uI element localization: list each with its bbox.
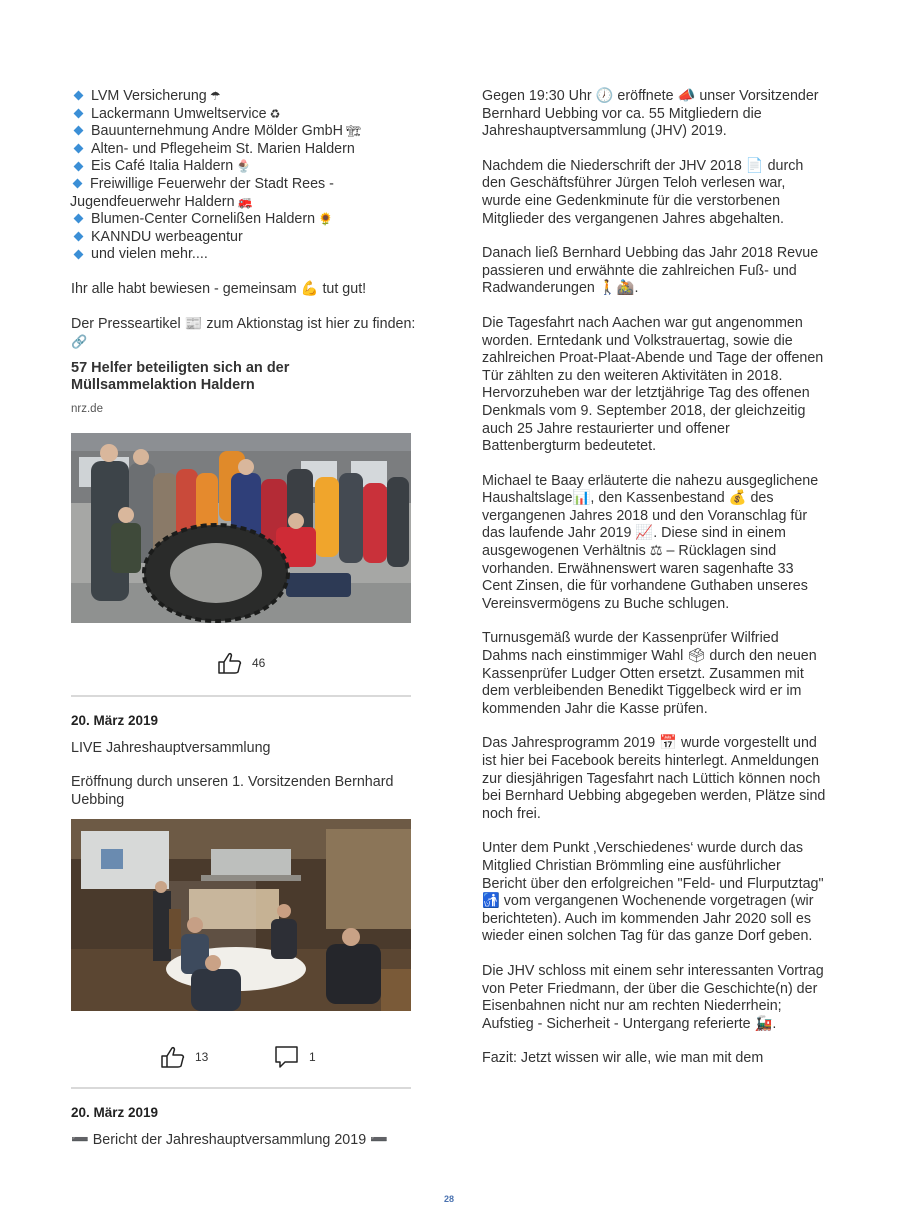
thumbs-up-icon bbox=[217, 651, 243, 675]
report-paragraph: Unter dem Punkt ‚Verschiedenes‘ wurde durch das Mitglied Christian Brömmling eine ausführlicher Bericht über den erfolgreichen "Feld- und Flurputztag" 🚮 vom vergangenen Wochenende vorgetragen (wir berichteten). Auch im kommenden Jahr 2020 soll es wieder einen solchen Tag für das ganze Dorf geben. bbox=[482, 840, 824, 945]
report-paragraph: Michael te Baay erläuterte die nahezu ausgeglichene Haushaltslage📊, den Kassenbestand 💰 des vergangenen Jahres 2018 und den Voranschlag für das laufende Jahr 2019 📈. Diese sind in einem ausgewogenen Verhältnis ⚖ – Rücklagen sind vorhanden. Erwähnenswert waren sagenhafte 33 Cent Zinsen, die für vorhandene Guthaben unseres Vereinsvermögens zu Buche schlugen. bbox=[482, 472, 819, 612]
like-count: 13 bbox=[195, 1049, 209, 1064]
post-text: Eröffnung durch unseren 1. Vorsitzenden Bernhard Uebbing bbox=[71, 774, 394, 808]
sponsor-item: Alten- und Pflegeheim St. Marien Haldern bbox=[71, 141, 416, 159]
meeting-image bbox=[71, 819, 411, 1011]
diamond-bullet-icon bbox=[74, 232, 84, 242]
sponsor-item: Lackermann Umweltservice ♻ bbox=[71, 106, 416, 124]
post-heading: ➖ Bericht der Jahreshauptversammlung 2019 ➖ bbox=[71, 1131, 388, 1148]
sponsor-item: Eis Café Italia Haldern 🍨 bbox=[71, 158, 416, 176]
like-button[interactable] bbox=[217, 651, 265, 675]
sponsor-item: Bauunternehmung Andre Mölder GmbH 🏗 bbox=[71, 123, 416, 141]
fire-engine-icon: 🚒 bbox=[237, 194, 253, 209]
article-title[interactable]: 57 Helfer beteiligten sich an der Müllsammelaktion Haldern bbox=[71, 359, 290, 394]
sponsor-list bbox=[71, 88, 416, 264]
post-text: LIVE Jahreshauptversammlung bbox=[71, 739, 271, 756]
crane-icon: 🏗 bbox=[345, 124, 362, 139]
comment-button[interactable] bbox=[274, 1045, 316, 1069]
report-paragraph: Die Tagesfahrt nach Aachen war gut angenommen worden. Erntedank und Volkstrauertag, sowie die zahlreichen Proat-Plaat-Abende und Tage der offenen Tür zählten zu den weiteren Aktivitäten in 2018. Hervorzuheben war der letztjährige Tag des offenen Denkmals vom 9. September 2018, der gleichzeitig auch 25 Jahre restaurierter und offener Battenbergturm bedeutetet. bbox=[482, 314, 824, 455]
like-count: 46 bbox=[252, 655, 266, 670]
report-column bbox=[482, 88, 827, 1085]
report-paragraph: Danach ließ Bernhard Uebbing das Jahr 2018 Revue passieren und erwähnte die zahlreichen Fuß- und Radwanderungen 🚶🚵. bbox=[482, 245, 819, 297]
report-paragraph: Fazit: Jetzt wissen wir alle, wie man mit dem bbox=[482, 1050, 764, 1067]
recycle-icon: ♻ bbox=[269, 106, 281, 121]
report-paragraph: Nachdem die Niederschrift der JHV 2018 📄 durch den Geschäftsführer Jürgen Teloh verlesen war, wurde eine Gedenkminute für die verstorbenen Mitglieder des vergangenen Jahres abgehalten. bbox=[482, 157, 804, 227]
report-paragraph: Das Jahresprogramm 2019 📅 wurde vorgestellt und ist hier bei Facebook bereits hinterlegt. Anmeldungen zur diesjährigen Tagesfahrt nach Lüttich können noch bei Bernhard Uebbing abgegeben werden, Plätze sind noch frei. bbox=[482, 735, 826, 822]
report-paragraph: Turnusgemäß wurde der Kassenprüfer Wilfried Dahms nach einstimmiger Wahl 🗳 durch den neuen Kassenprüfer Ludger Otten ersetzt. Zusammen mit dem verbleibenden Benedikt Tiggelbeck wird er im kommenden Jahr die Kasse prüfen. bbox=[482, 630, 817, 717]
like-button[interactable] bbox=[160, 1045, 208, 1069]
sponsor-item: Freiwillige Feuerwehr der Stadt Rees - Jugendfeuerwehr Haldern 🚒 bbox=[70, 175, 334, 210]
ice-cream-icon: 🍨 bbox=[236, 159, 252, 174]
diamond-bullet-icon bbox=[74, 108, 84, 118]
post-date: 20. März 2019 bbox=[71, 1104, 159, 1120]
sponsor-item: LVM Versicherung ☂ bbox=[71, 88, 416, 106]
diamond-bullet-icon bbox=[73, 179, 83, 189]
reaction-bar bbox=[71, 1011, 416, 1087]
diamond-bullet-icon bbox=[74, 144, 84, 154]
link-icon[interactable]: 🔗 bbox=[71, 334, 88, 350]
page-number: 28 bbox=[443, 1194, 454, 1204]
thumbs-up-icon bbox=[160, 1045, 186, 1069]
press-text: Der Presseartikel 📰 zum Aktionstag ist hier zu finden: bbox=[71, 315, 416, 332]
helpers-group-photo bbox=[71, 433, 411, 623]
sunflower-icon: 🌻 bbox=[318, 212, 334, 227]
sponsor-item: und vielen mehr.... bbox=[71, 246, 416, 264]
umbrella-icon: ☂ bbox=[209, 89, 221, 103]
report-paragraph: Gegen 19:30 Uhr 🕖 eröffnete 📣 unser Vorsitzender Bernhard Uebbing vor ca. 55 Mitgliedern die Jahreshauptversammlung (JHV) 2019. bbox=[482, 88, 819, 140]
report-paragraph: Die JHV schloss mit einem sehr interessanten Vortrag von Peter Friedmann, der über die Geschichte(n) der Eisenbahnen nicht nur am rechten Niederrhein; Aufstieg - Sicherheit - Untergang referierte 🚂. bbox=[482, 962, 824, 1032]
meeting-photo bbox=[71, 819, 411, 1011]
reaction-bar bbox=[71, 623, 416, 695]
diamond-bullet-icon bbox=[74, 214, 84, 224]
diamond-bullet-icon bbox=[74, 249, 84, 259]
helpers-group-image bbox=[71, 433, 411, 623]
comment-bubble-icon bbox=[274, 1045, 300, 1069]
article-source: nrz.de bbox=[71, 402, 103, 415]
diamond-bullet-icon bbox=[74, 126, 84, 136]
left-column bbox=[71, 88, 416, 1149]
sponsor-item: Blumen-Center Cornelißen Haldern 🌻 bbox=[71, 211, 416, 229]
diamond-bullet-icon bbox=[74, 161, 84, 171]
diamond-bullet-icon bbox=[74, 91, 84, 101]
sponsor-item: KANNDU werbeagentur bbox=[71, 229, 416, 247]
divider bbox=[71, 695, 411, 697]
post-date: 20. März 2019 bbox=[71, 712, 159, 728]
divider bbox=[71, 1087, 411, 1089]
comment-count: 1 bbox=[309, 1049, 316, 1064]
together-text: Ihr alle habt bewiesen - gemeinsam 💪 tut gut! bbox=[71, 280, 367, 297]
